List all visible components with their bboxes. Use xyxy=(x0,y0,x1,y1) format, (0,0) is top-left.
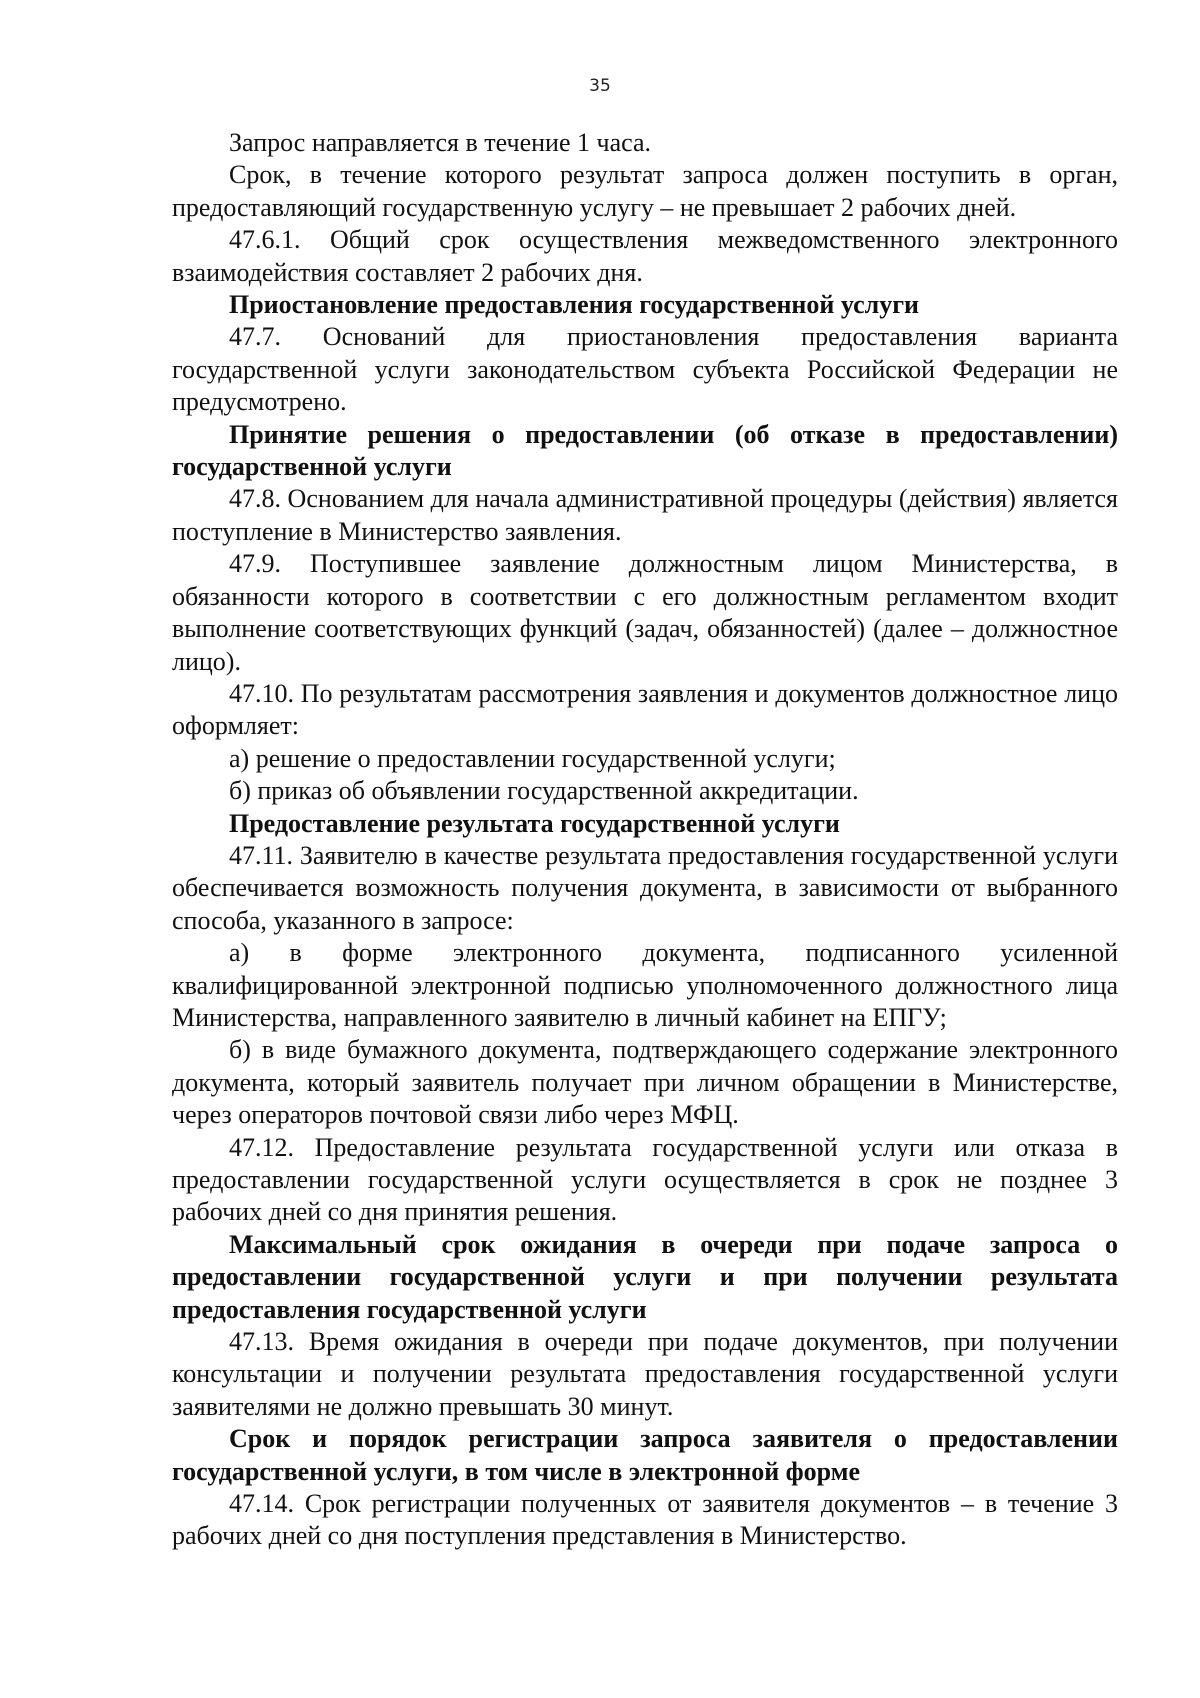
paragraph: а) решение о предоставлении государственной услуги; xyxy=(229,743,836,773)
paragraph: 47.8. Основанием для начала административной процедуры (действия) является поступление в Министерство заявления. xyxy=(172,484,1118,546)
paragraph: 47.7. Оснований для приостановления предоставления варианта государственной услуги законодательством субъекта Российской Федерации не предусмотрено. xyxy=(172,322,1118,417)
section-heading: Срок и порядок регистрации запроса заявителя о предоставлении государственной услуги, в том числе в электронной форме xyxy=(172,1424,1118,1486)
document-body xyxy=(172,127,1118,1553)
paragraph: б) приказ об объявлении государственной аккредитации. xyxy=(229,776,859,806)
paragraph: 47.10. По результатам рассмотрения заявления и документов должностное лицо оформляет: xyxy=(172,678,1118,741)
section-heading: Приостановление предоставления государственной услуги xyxy=(229,290,920,320)
section-heading: Предоставление результата государственной услуги xyxy=(229,808,840,838)
paragraph: Запрос направляется в течение 1 часа. xyxy=(229,128,652,157)
section-heading: Максимальный срок ожидания в очереди при подаче запроса о предоставлении государственной услуги и при получении результата предоставления государственной услуги xyxy=(172,1229,1118,1324)
paragraph: Срок, в течение которого результат запроса должен поступить в орган, предоставляющий государственную услугу – не превышает 2 рабочих дней. xyxy=(172,160,1118,222)
paragraph: 47.11. Заявителю в качестве результата предоставления государственной услуги обеспечивается возможность получения документа, в зависимости от выбранного способа, указанного в запросе: xyxy=(172,840,1118,935)
section-heading: Принятие решения о предоставлении (об отказе в предоставлении) государственной услуги xyxy=(172,419,1118,482)
paragraph: 47.14. Срок регистрации полученных от заявителя документов – в течение 3 рабочих дней со дня поступления представления в Министерство. xyxy=(172,1489,1118,1551)
paragraph: б) в виде бумажного документа, подтверждающего содержание электронного документа, который заявитель получает при личном обращении в Министерстве, через операторов почтовой связи либо через МФЦ. xyxy=(172,1035,1118,1130)
paragraph: 47.13. Время ожидания в очереди при подаче документов, при получении консультации и получении результата предоставления государственной услуги заявителями не должно превышать 30 минут. xyxy=(172,1327,1118,1421)
paragraph: а) в форме электронного документа, подписанного усиленной квалифицированной электронной подписью уполномоченного должностного лица Министерства, направленного заявителю в личный кабинет на ЕПГУ; xyxy=(172,938,1118,1032)
page-number: 35 xyxy=(589,76,611,96)
paragraph: 47.6.1. Общий срок осуществления межведомственного электронного взаимодействия составляет 2 рабочих дня. xyxy=(172,225,1118,287)
paragraph: 47.9. Поступившее заявление должностным лицом Министерства, в обязанности которого в соответствии с его должностным регламентом входит выполнение соответствующих функций (задач, обязанностей) (далее – должностное лицо). xyxy=(172,549,1118,676)
paragraph: 47.12. Предоставление результата государственной услуги или отказа в предоставлении государственной услуги осуществляется в срок не позднее 3 рабочих дней со дня принятия решения. xyxy=(172,1132,1118,1227)
